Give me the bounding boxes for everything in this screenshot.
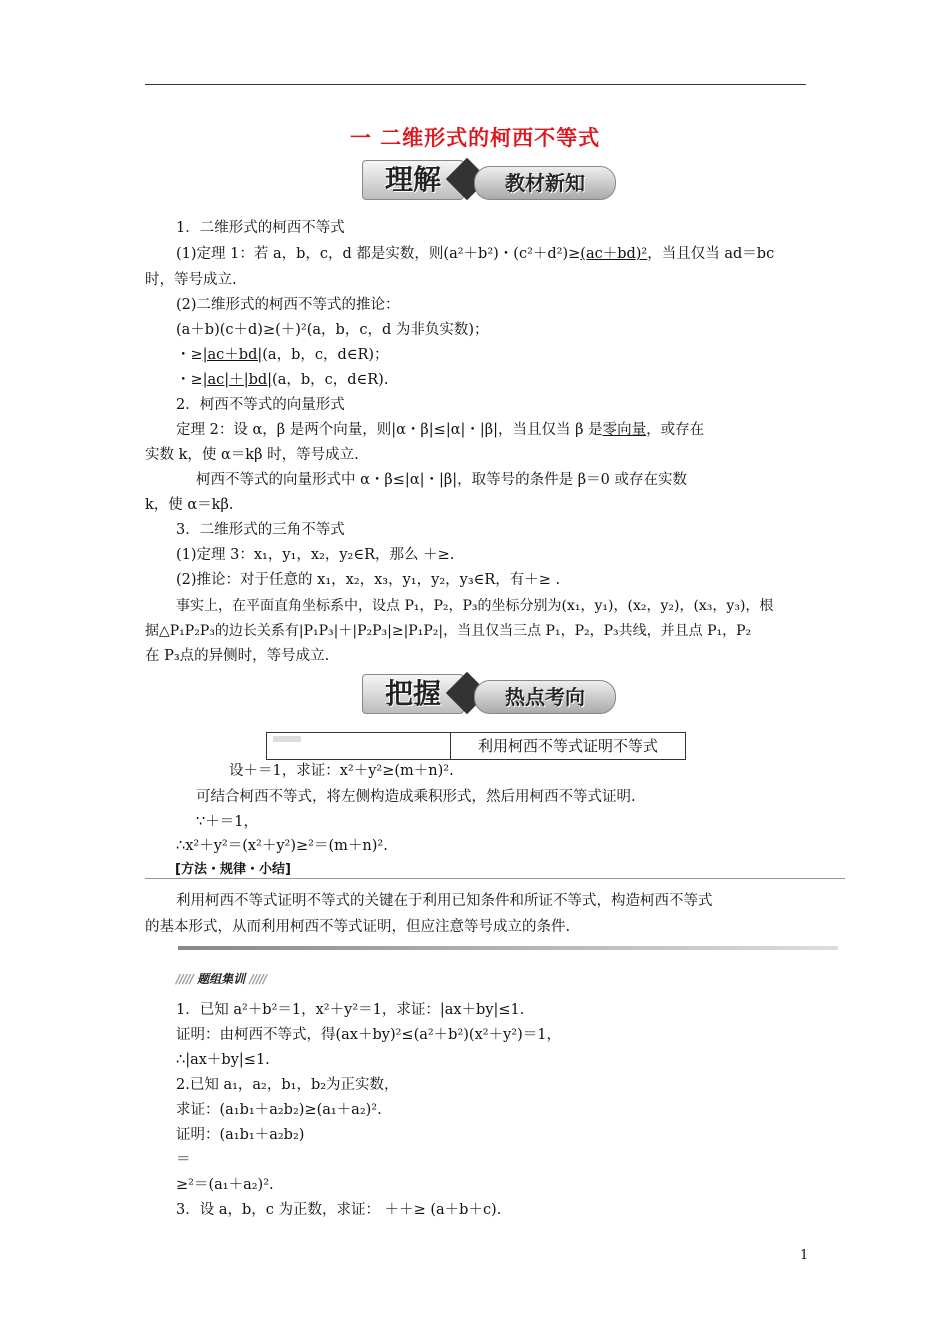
thm1-cont: 时，等号成立.: [145, 272, 237, 288]
thm2-line: [176, 420, 704, 440]
topic-label-box: [266, 732, 451, 760]
banner-main: 理解: [362, 160, 464, 200]
cor2: [176, 345, 389, 365]
note2: k，使 α＝kβ.: [145, 497, 234, 513]
cor-heading: (2)二维形式的柯西不等式的推论：: [176, 297, 400, 313]
page-title: 一 二维形式的柯西不等式: [349, 126, 601, 150]
cor3: [176, 370, 388, 390]
note1: 柯西不等式的向量形式中 α・β≤|α|・|β|，取等号的条件是 β＝0 或存在实数: [196, 472, 687, 488]
cor2-b: (a，b，c，d∈R)；: [262, 347, 389, 363]
example-problem: 设＋＝1，求证：x²＋y²≥(m＋n)².: [229, 763, 454, 779]
method-label: [方法・规律・小结]: [175, 862, 291, 877]
banner-sub: 热点考向: [474, 680, 616, 714]
example-hint: 可结合柯西不等式，将左侧构造成乘积形式，然后用柯西不等式证明.: [196, 789, 636, 805]
thm2-a: 定理 2：设 α，β 是两个向量，则|α・β|≤|α|・|β|，当且仅当 β 是: [176, 422, 603, 438]
problem1: 1．已知 a²＋b²＝1，x²＋y²＝1，求证：|ax＋by|≤1.: [176, 1002, 525, 1018]
sec3-cor: (2)推论：对于任意的 x₁，x₂，x₃，y₁，y₂，y₃∈R，有＋≥ .: [176, 572, 561, 588]
method-text1: 利用柯西不等式证明不等式的关键在于利用已知条件和所证不等式，构造柯西不等式: [176, 893, 713, 909]
group-title: [176, 970, 266, 987]
example-step2: ∴x²＋y²＝(x²＋y²)≥²＝(m＋n)².: [176, 838, 388, 854]
group-title-text: 题组集训: [197, 972, 246, 986]
cor2-underlined: |ac＋bd|: [202, 347, 263, 363]
topic-title: 利用柯西不等式证明不等式: [450, 732, 686, 760]
thm1-line: [176, 244, 774, 264]
problem2-step3: ≥²＝(a₁＋a₂)².: [176, 1177, 274, 1193]
problem1-step2: ∴|ax＋by|≤1.: [176, 1052, 270, 1068]
method-divider: [178, 946, 838, 950]
banner-sub: 教材新知: [474, 166, 616, 200]
banner-main: 把握: [362, 674, 464, 714]
fact2: 据△P₁P₂P₃的边长关系有|P₁P₃|＋|P₂P₃|≥|P₁P₂|，当且仅当三点 P₁，P₂，P₃共线，并且点 P₁，P₂: [145, 623, 752, 639]
fact3: 在 P₃点的异侧时，等号成立.: [145, 648, 330, 664]
cor3-underlined: |ac|＋|bd|: [202, 372, 273, 388]
cor3-a: ・≥: [176, 372, 203, 388]
thm1-text-b: ，当且仅当 ad＝bc: [647, 246, 775, 262]
thm1-underlined: (ac＋bd)²: [580, 246, 648, 262]
problem1-step1: 证明：由柯西不等式，得(ax＋by)²≤(a²＋b²)(x²＋y²)＝1，: [176, 1027, 561, 1043]
sec3-heading: 3．二维形式的三角不等式: [176, 522, 345, 538]
method-text2: 的基本形式，从而利用柯西不等式证明，但应注意等号成立的条件.: [145, 919, 571, 935]
cor2-a: ・≥: [176, 347, 203, 363]
thm2-underlined: 零向量: [602, 422, 647, 438]
topic-tag: [273, 736, 301, 742]
problem2-question: 求证：(a₁b₁＋a₂b₂)≥(a₁＋a₂)².: [176, 1102, 382, 1118]
method-bar: [145, 856, 845, 879]
problem2: 2.已知 a₁，a₂，b₁，b₂为正实数，: [176, 1077, 399, 1093]
problem2-step2: ＝: [176, 1152, 191, 1168]
problem2-step1: 证明：(a₁b₁＋a₂b₂): [176, 1127, 305, 1143]
sec2-heading: 2．柯西不等式的向量形式: [176, 397, 345, 413]
page-number: 1: [800, 1248, 809, 1263]
example-step1: ∵＋＝1，: [196, 814, 258, 830]
problem3: 3．设 a，b，c 为正数，求证： ＋＋≥ (a＋b＋c).: [176, 1202, 502, 1218]
slash-decoration: /////: [176, 972, 193, 986]
thm1-text-a: (1)定理 1：若 a，b，c，d 都是实数，则(a²＋b²)・(c²＋d²)≥: [176, 246, 581, 262]
fact1: 事实上，在平面直角坐标系中，设点 P₁，P₂，P₃的坐标分别为(x₁，y₁)，(x₂，y₂)，(x₃，y₃)，根: [176, 598, 774, 614]
thm3: (1)定理 3：x₁，y₁，x₂，y₂∈R，那么 ＋≥.: [176, 547, 455, 563]
slash-decoration: /////: [249, 972, 267, 986]
cor3-b: (a，b，c，d∈R).: [272, 372, 389, 388]
thm2-b: ，或存在: [646, 422, 705, 438]
sec1-heading: 1．二维形式的柯西不等式: [176, 220, 345, 236]
header-rule: [145, 84, 806, 85]
cor1: (a＋b)(c＋d)≥(＋)²(a，b，c，d 为非负实数)；: [176, 322, 489, 338]
thm2-cont: 实数 k，使 α＝kβ 时，等号成立.: [145, 447, 359, 463]
